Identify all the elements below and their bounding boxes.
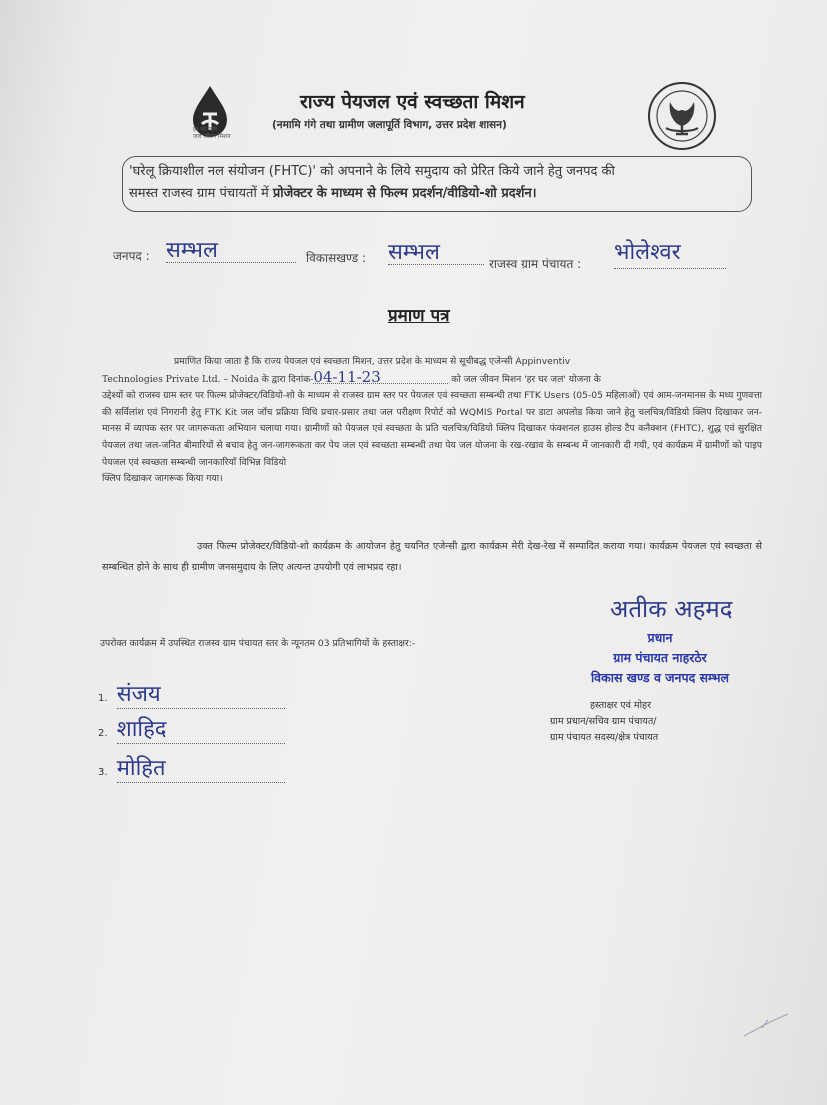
participant-number: 2.	[98, 728, 108, 739]
participants-label: उपरोक्त कार्यक्रम में उपस्थित राजस्व ग्राम पंचायत स्तर के न्यूनतम 03 प्रतिभागियों के हस्ताक्षर:-	[100, 638, 416, 649]
logo-tagline	[193, 126, 231, 140]
body-line2	[102, 367, 762, 389]
body-line1: प्रमाणित किया जाता है कि राज्य पेयजल एवं स्वच्छता मिशन, उत्तर प्रदेश के माध्यम से सूचीबद्ध एजेन्सी Appinventiv	[174, 356, 571, 367]
subject-line2	[129, 183, 745, 205]
subject-line2-bold: प्रोजेक्टर के माध्यम से फिल्म प्रदर्शन/वीडियो-शो प्रदर्शन।	[272, 186, 537, 201]
body-line2-suffix: को जल जीवन मिशन 'हर घर जल' योजना के	[451, 373, 601, 385]
mission-subtitle: (नमामि गंगे तथा ग्रामीण जलापूर्ति विभाग, उत्तर प्रदेश शासन)	[272, 119, 507, 131]
pen-mark	[742, 1010, 792, 1040]
subject-line1: 'घरेलू क्रियाशील नल संयोजन (FHTC)' को अपनाने के लिये समुदाय को प्रेरित किये जाने हेतु जनपद की	[129, 164, 615, 179]
stamp-line3: विकास खण्ड व जनपद सम्भल	[590, 670, 730, 685]
panchayat-label: राजस्व ग्राम पंचायत :	[489, 257, 582, 271]
designation-line2: ग्राम पंचायत सदस्य/क्षेत्र पंचायत	[550, 732, 659, 743]
certificate-title: प्रमाण पत्र	[388, 306, 450, 326]
block-value: सम्भल	[388, 236, 484, 265]
participant-signature: संजय	[117, 678, 285, 709]
certificate-body	[102, 354, 762, 488]
participant-number: 1.	[98, 693, 108, 704]
district-label: जनपद :	[113, 249, 150, 263]
participant-number: 3.	[98, 767, 108, 778]
district-value: सम्भल	[166, 234, 296, 263]
body-last: क्लिप दिखाकर जागरूक किया गया।	[102, 473, 223, 485]
body-rest: उद्देश्यों को राजस्व ग्राम स्तर पर फिल्म प्रोजेक्टर/विडियो-शो के माध्यम से राजस्व ग्राम स्तर पर पेयजल एवं स्वच्छता सम्बन्धी तथा FTK Users (05-05 महिलाओं) एवं आम-जनमानस के मध्य गुणवत्ता की सर्विलांश एवं निगरानी हेतु FTK Kit जल जाँच प्रक्रिया विधि प्रचार-प्रसार तथा जल परीक्षण रिपोर्ट को WQMIS Portal पर डाटा अपलोड किया जाने हेतु चलचित्र/विडियो क्लिप दिखाकर जन-मानस में व्यापक स्तर पर जागरूकता अभियान चलाया गया। ग्रामीणों को पेयजल एवं स्वच्छता के प्रति चलचित्र/विडियो क्लिप दिखाकर फंक्शनल हाउस होल्ड टैप कनैक्शन (FHTC), शुद्ध एवं सुरक्षित पेयजल तथा जल-जनित बीमारियों से बचाव हेतु जन-जागरूकता कर पेय जल एवं स्वच्छता सम्बन्धी तथा पेय जल योजना के रख-रखाव के सम्बन्ध में जानकारी दी गयी, एवं कार्यक्रम में ग्रामीणों को पाइप पेयजल एवं स्वच्छता सम्बन्धी जानकारियाँ विभिन्न विडियो	[102, 390, 762, 468]
subject-box	[122, 156, 752, 212]
participant-signature: शाहिद	[117, 713, 285, 744]
panchayat-value: भोलेश्वर	[614, 236, 726, 269]
participant-signature: मोहित	[117, 752, 285, 783]
pradhan-signature: अतीक अहमद	[610, 595, 733, 623]
event-date: 04-11-23	[313, 371, 448, 384]
subject-line2-prefix: समस्त राजस्व ग्राम पंचायतों में	[129, 186, 273, 201]
official-stamp	[560, 628, 760, 688]
logo-tagline-line1: हर घर जल	[193, 126, 217, 133]
stamp-line2: ग्राम पंचायत नाहरठेर	[613, 650, 707, 665]
sign-caption: हस्ताक्षर एवं मोहर	[590, 700, 651, 711]
state-emblem-icon	[646, 80, 718, 152]
logo-tagline-line2: जल जीवन मिशन	[193, 133, 231, 140]
supervision-text: उक्त फिल्म प्रोजेक्टर/विडियो-शो कार्यक्रम के आयोजन हेतु चयनित एजेन्सी द्वारा कार्यक्रम मेरी देख-रेख में सम्पादित कराया गया। कार्यक्रम पेयजल एवं स्वच्छता से सम्बन्धित होने के साथ ही ग्रामीण जनसमुदाय के लिए अत्यन्त उपयोगी एवं लाभप्रद रहा।	[102, 541, 762, 573]
mission-title: राज्य पेयजल एवं स्वच्छता मिशन	[300, 91, 525, 113]
designation-line1: ग्राम प्रधान/सचिव ग्राम पंचायत/	[550, 716, 657, 727]
supervision-paragraph	[102, 536, 762, 578]
stamp-line1: प्रधान	[647, 630, 673, 645]
participant-row	[98, 713, 285, 744]
participant-row	[98, 678, 285, 709]
block-label: विकासखण्ड :	[306, 251, 367, 265]
participant-row	[98, 752, 285, 783]
body-line2-prefix: Technologies Private Ltd. – Noida के द्वारा दिनांक-	[102, 373, 314, 385]
